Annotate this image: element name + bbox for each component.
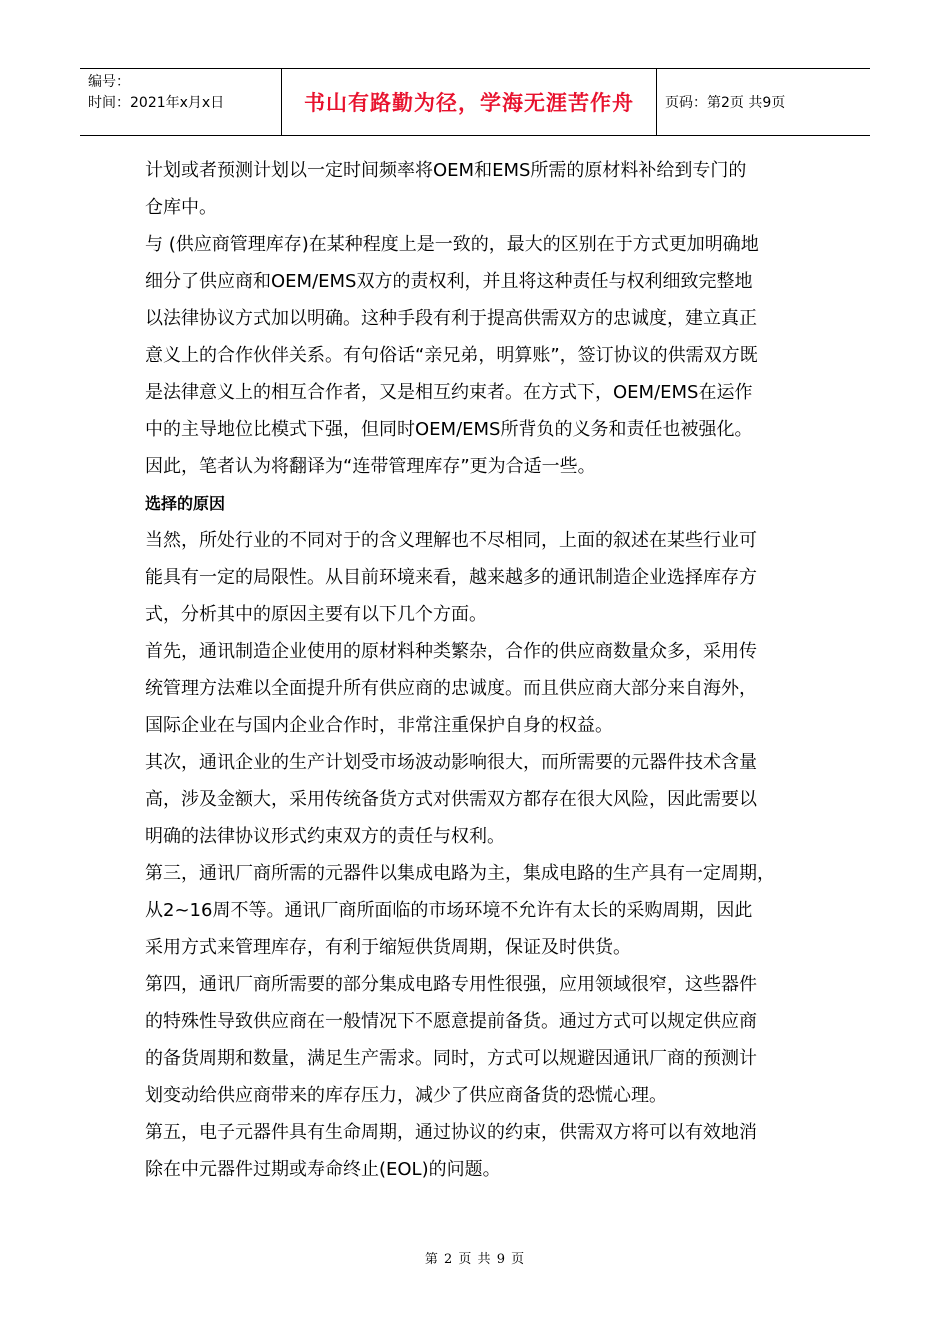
document-body (145, 152, 805, 1188)
header-motto: 书山有路勤为径，学海无涯苦作舟 (282, 69, 657, 135)
header-time-label: 时间：2021年x月x日 (88, 95, 225, 111)
body-line: 国际企业在与国内企业合作时，非常注重保护自身的权益。 (145, 715, 613, 736)
body-line: 是法律意义上的相互合作者，又是相互约束者。在方式下，OEM/EMS在运作 (145, 382, 753, 403)
body-line: 与 (供应商管理库存)在某种程度上是一致的，最大的区别在于方式更加明确地 (145, 234, 759, 255)
body-line: 其次，通讯企业的生产计划受市场波动影响很大，而所需要的元器件技术含量 (145, 752, 757, 773)
body-line: 式，分析其中的原因主要有以下几个方面。 (145, 604, 487, 625)
header-page-code: 页码：第2页 共9页 (665, 95, 786, 111)
body-line: 的特殊性导致供应商在一般情况下不愿意提前备货。通过方式可以规定供应商 (145, 1011, 757, 1032)
body-line: 以法律协议方式加以明确。这种手段有利于提高供需双方的忠诚度，建立真正 (145, 308, 757, 329)
body-line: 计划或者预测计划以一定时间频率将OEM和EMS所需的原材料补给到专门的 (145, 160, 747, 181)
page-footer: 第 2 页 共 9 页 (424, 1252, 526, 1267)
body-line: 除在中元器件过期或寿命终止(EOL)的问题。 (145, 1159, 501, 1180)
body-line: 第三，通讯厂商所需的元器件以集成电路为主，集成电路的生产具有一定周期， (145, 863, 775, 884)
body-line: 意义上的合作伙伴关系。有句俗话“亲兄弟，明算账”，签订协议的供需双方既 (145, 345, 758, 366)
page-header (80, 68, 870, 136)
section-heading: 选择的原因 (145, 494, 226, 513)
header-number-label: 编号： (88, 74, 130, 90)
body-line: 采用方式来管理库存，有利于缩短供货周期，保证及时供货。 (145, 937, 631, 958)
header-meta (80, 69, 282, 135)
body-line: 第四，通讯厂商所需要的部分集成电路专用性很强，应用领域很窄，这些器件 (145, 974, 757, 995)
body-line: 的备货周期和数量，满足生产需求。同时，方式可以规避因通讯厂商的预测计 (145, 1048, 757, 1069)
body-line: 第五，电子元器件具有生命周期，通过协议的约束，供需双方将可以有效地消 (145, 1122, 757, 1143)
body-line: 高，涉及金额大，采用传统备货方式对供需双方都存在很大风险，因此需要以 (145, 789, 757, 810)
body-line: 统管理方法难以全面提升所有供应商的忠诚度。而且供应商大部分来自海外， (145, 678, 757, 699)
body-line: 划变动给供应商带来的库存压力，减少了供应商备货的恐慌心理。 (145, 1085, 667, 1106)
body-line: 从2~16周不等。通讯厂商所面临的市场环境不允许有太长的采购周期，因此 (145, 900, 753, 921)
body-line: 中的主导地位比模式下强，但同时OEM/EMS所背负的义务和责任也被强化。 (145, 419, 753, 440)
body-line: 仓库中。 (145, 197, 217, 218)
body-line: 明确的法律协议形式约束双方的责任与权利。 (145, 826, 505, 847)
body-line: 细分了供应商和OEM/EMS双方的责权利，并且将这种责任与权利细致完整地 (145, 271, 753, 292)
body-line: 因此，笔者认为将翻译为“连带管理库存”更为合适一些。 (145, 456, 596, 477)
body-line: 首先，通讯制造企业使用的原材料种类繁杂，合作的供应商数量众多，采用传 (145, 641, 757, 662)
body-line: 能具有一定的局限性。从目前环境来看，越来越多的通讯制造企业选择库存方 (145, 567, 757, 588)
body-line: 当然，所处行业的不同对于的含义理解也不尽相同，上面的叙述在某些行业可 (145, 530, 757, 551)
